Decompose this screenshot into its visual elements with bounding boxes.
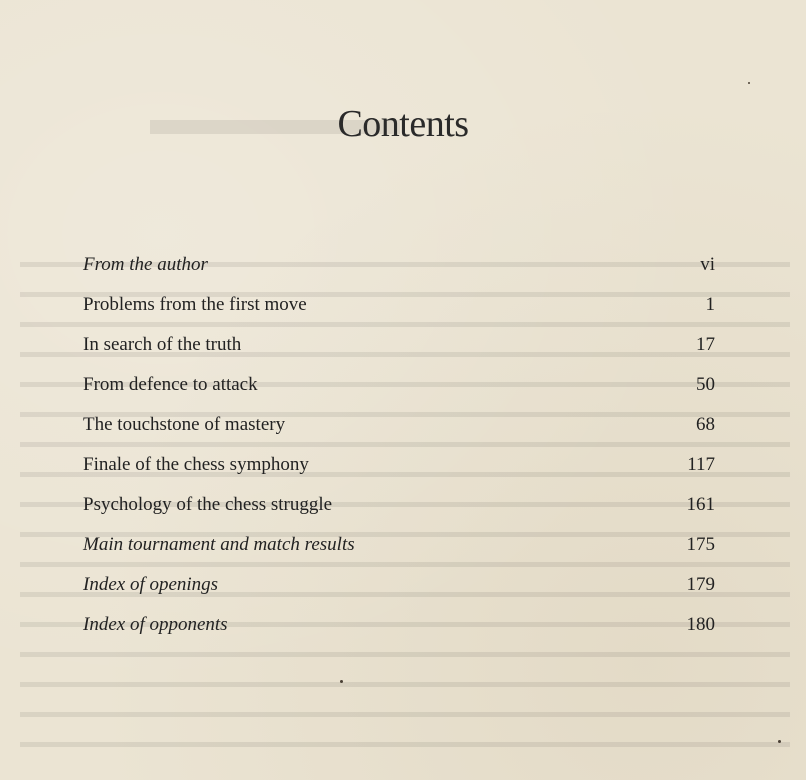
toc-entry-title: The touchstone of mastery [83,414,286,435]
toc-entry-title: From the author [83,254,208,275]
toc-entry-page: 179 [686,574,715,595]
toc-entry-page: 117 [687,454,715,475]
toc-entry-psychology-of-the-chess-struggle[interactable] [83,494,715,534]
toc-entry-page: 175 [686,534,715,555]
toc-entry-page: vi [700,254,715,275]
toc-entry-page: 161 [686,494,715,515]
toc-entry-title: Index of openings [83,574,219,595]
toc-entry-from-the-author[interactable] [83,254,715,294]
toc-entry-main-tournament-and-match-results[interactable] [83,534,715,574]
table-of-contents [83,254,715,654]
toc-entry-title: Problems from the first move [83,294,307,315]
paper-speck [748,82,750,84]
page-title: Contents [337,103,469,145]
toc-entry-title: Finale of the chess symphony [83,454,309,475]
toc-entry-problems-from-the-first-move[interactable] [83,294,715,334]
paper-speck [778,740,781,743]
toc-entry-title: Index of opponents [83,614,228,635]
toc-entry-page: 50 [696,374,715,395]
toc-entry-in-search-of-the-truth[interactable] [83,334,715,374]
toc-entry-page: 1 [705,294,715,315]
toc-entry-page: 180 [686,614,715,635]
toc-entry-finale-of-the-chess-symphony[interactable] [83,454,715,494]
toc-entry-the-touchstone-of-mastery[interactable] [83,414,715,454]
toc-entry-title: Psychology of the chess struggle [83,494,333,515]
toc-entry-index-of-opponents[interactable] [83,614,715,654]
toc-entry-from-defence-to-attack[interactable] [83,374,715,414]
toc-entry-title: In search of the truth [83,334,242,355]
toc-entry-index-of-openings[interactable] [83,574,715,614]
toc-entry-page: 68 [696,414,715,435]
paper-speck [340,680,343,683]
toc-entry-title: Main tournament and match results [83,534,355,555]
toc-entry-page: 17 [696,334,715,355]
toc-entry-title: From defence to attack [83,374,258,395]
